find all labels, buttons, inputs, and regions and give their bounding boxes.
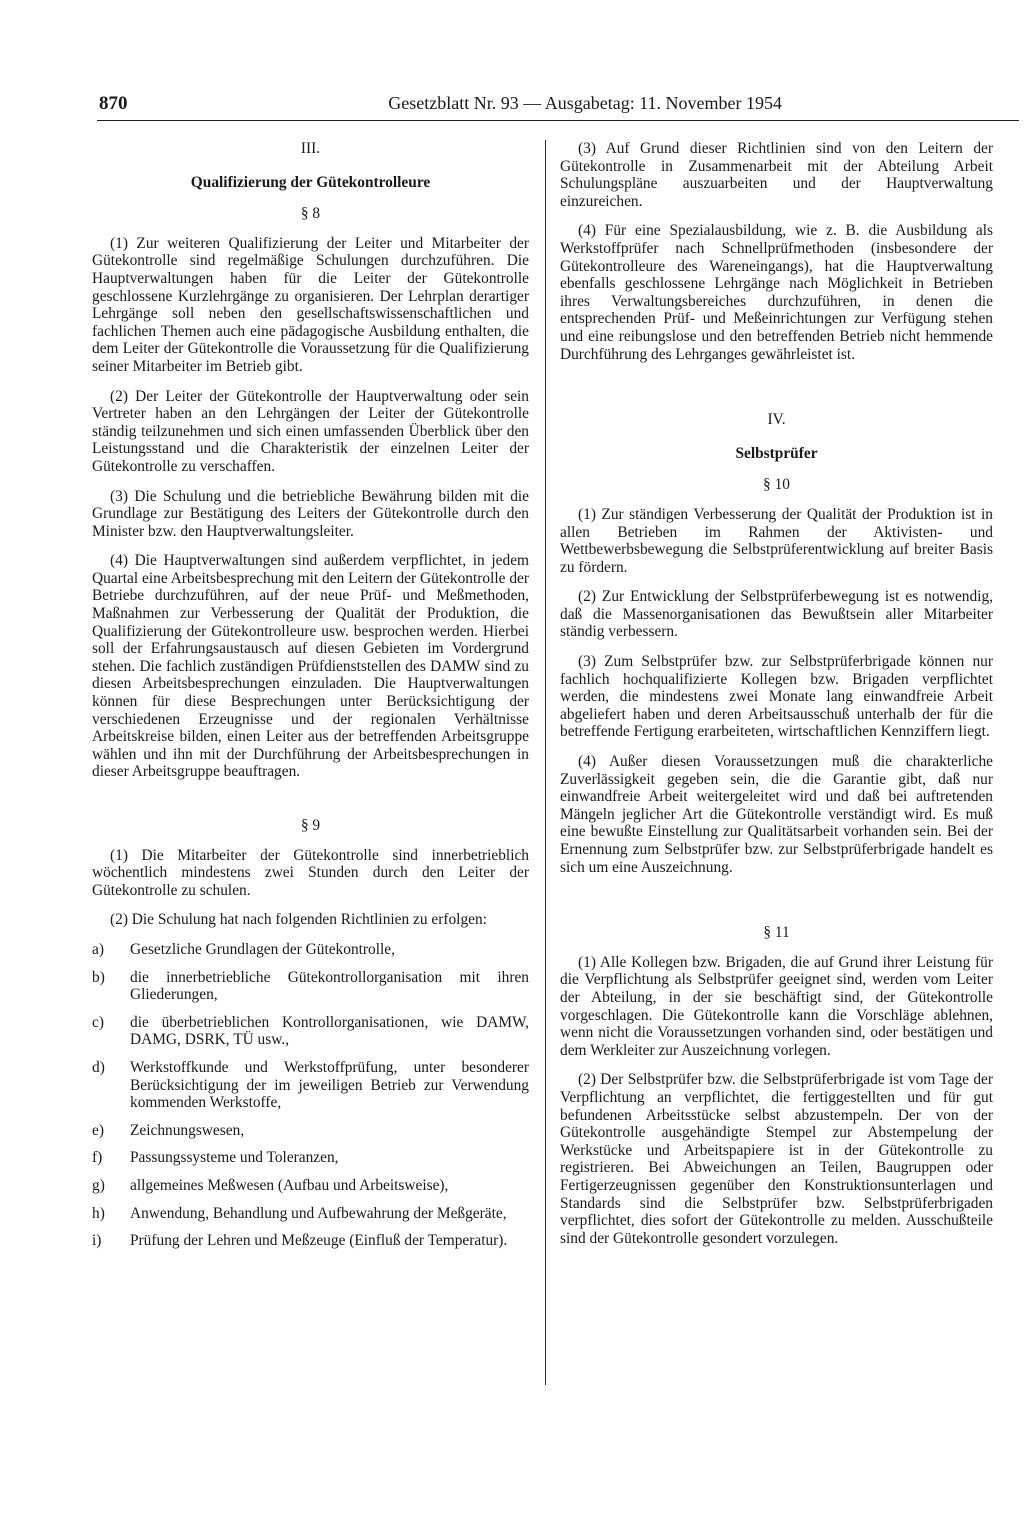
paragraph-10-3: (3) Zum Selbstprüfer bzw. zur Selbstprüferbrigade können nur fachlich hochqualifizierte Kollegen bzw. Brigaden verpflichtet werden, die mindestens zwei Monate lang einwandfreie Arbeit abgeliefert haben und deren Arbeitsausschuß unterhalb der für die betreffende Fertigung erarbeiteten, wirtschaftlichen Kennziffern liegt. [560, 653, 993, 741]
paragraph-10-1: (1) Zur ständigen Verbesserung der Qualität der Produktion ist in allen Betrieben im Rahmen der Aktivisten- und Wettbewerbsbewegung die Selbstprüferentwicklung auf breiter Basis zu fördern. [560, 505, 993, 576]
list-item: f) Passungssysteme und Toleranzen, [92, 1149, 339, 1167]
paragraph-10-heading: § 10 [763, 476, 790, 494]
page-header [99, 93, 782, 119]
paragraph-9-3: (3) Auf Grund dieser Richtlinien sind von den Leitern der Gütekontrolle in Zusammenarbeit mit der Abteilung Arbeit Schulungspläne auszuarbeiten und der Hauptverwaltung einzureichen. [560, 140, 993, 210]
paragraph-11-2: (2) Der Selbstprüfer bzw. die Selbstprüferbrigade ist vom Tage der Verpflichtung an verpflichtet, die fertiggestellten und für gut befundenen Arbeitsstücke selbst abzustempeln. Der von der Gütekontrolle ausgehändigte Stempel zur Abstempelung der Werkstücke und Arbeitspapiere ist in der Gütekontrolle zu registrieren. Bei Abweichungen an Teilen, Baugruppen oder Fertigerzeugnissen gegenüber den Konstruktionsunterlagen und Standards sind die Selbstprüfer bzw. Selbstprüferbrigaden verpflichtet, dies sofort der Gütekontrolle zu melden. Ausschußteile sind der Gütekontrolle gesondert vorzulegen. [560, 1071, 993, 1247]
paragraph-10-2: (2) Zur Entwicklung der Selbstprüferbewegung ist es notwendig, daß die Massenorganisationen das Bewußtsein aller Mitarbeiter ständig verbessern. [560, 588, 993, 641]
list-item: a) Gesetzliche Grundlagen der Gütekontrolle, [92, 940, 395, 958]
section-title-selbstpruefer: Selbstprüfer [735, 444, 818, 462]
paragraph-11-heading: § 11 [763, 924, 790, 942]
left-column [92, 140, 529, 1260]
paragraph-8-heading: § 8 [300, 205, 321, 223]
right-column [560, 140, 993, 1259]
list-item: b) die innerbetriebliche Gütekontrollorganisation mit ihren Gliederungen, [92, 968, 529, 1004]
list-item: i) Prüfung der Lehren und Meßzeuge (Einfluß der Temperatur). [92, 1232, 508, 1250]
list-item: e) Zeichnungswesen, [92, 1121, 245, 1139]
paragraph-9-heading: § 9 [300, 817, 321, 834]
paragraph-10-4: (4) Außer diesen Voraussetzungen muß die charakterliche Zuverlässigkeit gegeben sein, die die Garantie gibt, daß nur einwandfreie Arbeit weitergeleitet wird und daß bei auftretenden Mängeln jeglicher Art die Gütekontrolle verständigt wird. Es muß eine bewußte Einstellung zur Qualitätsarbeit vorhanden sein. Bei der Ernennung zum Selbstprüfer bzw. zur Selbstprüferbrigade handelt es sich um eine Auszeichnung. [560, 753, 993, 876]
paragraph-9-2: (2) Die Schulung hat nach folgenden Richtlinien zu erfolgen: [110, 911, 487, 929]
paragraph-8-2: (2) Der Leiter der Gütekontrolle der Hauptverwaltung oder sein Vertreter haben an den Lehrgängen der Leiter der Gütekontrolle ständig teilzunehmen und sich einen umfassenden Überblick über den Leistungsstand und die Charakteristik der einzelnen Leiter der Gütekontrolle zu verschaffen. [92, 387, 529, 475]
gazette-title: Gesetzblatt Nr. 93 — Ausgabetag: 11. November 1954 [388, 93, 782, 113]
section-number-iv: IV. [767, 411, 786, 429]
list-item: d) Werkstoffkunde und Werkstoffprüfung, unter besonderer Berücksichtigung der im jeweiligen Betrieb zur Verwendung kommenden Werkstoffe, [92, 1058, 529, 1112]
paragraph-8-1: (1) Zur weiteren Qualifizierung der Leiter und Mitarbeiter der Gütekontrolle sind regelmäßige Schulungen durchzuführen. Die Hauptverwaltungen haben für die Leiter der Gütekontrolle geschlossene Kurzlehrgänge zu organisieren. Der Lehrplan derartiger Lehrgänge soll neben den gesellschaftswissenschaftlichen und fachlichen Themen auch eine pädagogische Ausbildung enthalten, die dem Leiter der Gütekontrolle die Voraussetzung für die Qualifizierung seiner Mitarbeiter im Betrieb gibt. [92, 234, 529, 375]
list-item: g) allgemeines Meßwesen (Aufbau und Arbeitsweise), [92, 1176, 449, 1194]
section-title-qualifizierung: Qualifizierung der Gütekontrolleure [190, 173, 431, 191]
list-item: c) die überbetrieblichen Kontrollorganisationen, wie DAMW, DAMG, DSRK, TÜ usw., [92, 1013, 529, 1049]
list-item: h) Anwendung, Behandlung und Aufbewahrung der Meßgeräte, [92, 1204, 507, 1222]
paragraph-8-4: (4) Die Hauptverwaltungen sind außerdem verpflichtet, in jedem Quartal eine Arbeitsbesprechung mit den Leitern der Gütekontrolle der Betriebe durchzuführen, auf der neue Prüf- und Meßmethoden, Maßnahmen zur Verbesserung der Qualität der Produktion, die Qualifizierung der Gütekontrolleure usw. besprochen werden. Hierbei soll der Erfahrungsaustausch auf diesen Gebieten im Vordergrund stehen. Die fachlich zuständigen Prüfdienststellen des DAMW sind zu diesen Arbeitsbesprechungen einzuladen. Die Hauptverwaltungen können für diese Besprechungen unter Berücksichtigung der verschiedenen Erzeugnisse und der regionalen Verhältnisse Arbeitskreise bilden, einen Leiter aus der betreffenden Arbeitsgruppe wählen und ihn mit der Durchführung der Arbeitsbesprechungen in dieser Arbeitsgruppe beauftragen. [92, 552, 529, 781]
paragraph-9-4: (4) Für eine Spezialausbildung, wie z. B. die Ausbildung als Werkstoffprüfer nach Schnellprüfmethoden (insbesondere der Gütekontrolleure des Wareneingangs), hat die Hauptverwaltung ebenfalls geschlossene Lehrgänge nach Möglichkeit in Betrieben ihres Verwaltungsbereiches durchzuführen, in denen die entsprechenden Prüf- und Meßeinrichtungen zur Verfügung stehen und eine reibungslose und den betreffenden Betrieb nicht hemmende Durchführung des Lehrganges gewährleistet ist. [560, 222, 993, 363]
header-rule [97, 120, 1019, 121]
paragraph-9-1: (1) Die Mitarbeiter der Gütekontrolle sind innerbetrieblich wöchentlich mindestens zwei Stunden durch den Leiter der Gütekontrolle zu schulen. [92, 846, 529, 899]
page-number: 870 [99, 93, 128, 114]
paragraph-11-1: (1) Alle Kollegen bzw. Brigaden, die auf Grund ihrer Leistung für die Verpflichtung als Selbstprüfer geeignet sind, werden vom Leiter der Abteilung, in der sie beschäftigt sind, der Gütekontrolle vorgeschlagen. Die Gütekontrolle kann die Vorschläge ablehnen, wenn nicht die Voraussetzungen vorhanden sind, oder bestätigen und dem Werkleiter zur Auszeichnung vorlegen. [560, 953, 993, 1059]
training-guidelines-list [92, 941, 529, 1250]
column-divider [545, 140, 546, 1385]
section-number-iii: III. [300, 140, 321, 157]
paragraph-8-3: (3) Die Schulung und die betriebliche Bewährung bilden mit die Grundlage zur Bestätigung des Leiters der Gütekontrolle durch den Minister bzw. den Hauptverwaltungsleiter. [92, 487, 529, 540]
